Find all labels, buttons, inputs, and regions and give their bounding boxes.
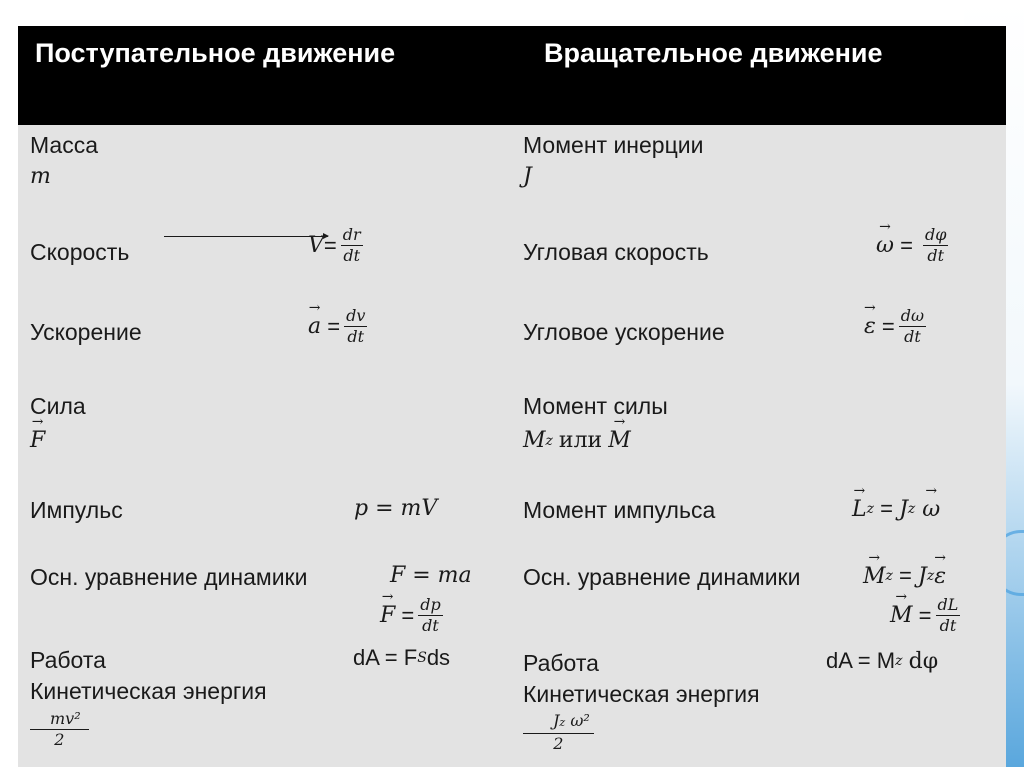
- acceleration-label: Ускорение: [30, 319, 142, 345]
- dynamics-formula: F = ma: [390, 563, 472, 588]
- velocity-overarrow: [164, 236, 328, 237]
- angmom-label: Момент импульса: [523, 497, 716, 523]
- mass-symbol: m: [30, 164, 51, 189]
- rot-work-formula: dA = M z dφ: [826, 648, 939, 674]
- angacc-fraction: $\frac{d\omega}{dt}$: [900, 306, 925, 346]
- angacc-lhs: → ε: [864, 314, 876, 339]
- comparison-table: [18, 26, 1006, 767]
- velocity-fraction: $\frac{dr}{dt}$: [342, 225, 361, 265]
- angacc-formula: → ε = $\frac{d\omega}{dt}$: [864, 307, 926, 346]
- left-column-title: Поступательное движение: [35, 38, 396, 68]
- angvel-formula: → ω = $\frac{d\varphi}{dt}$: [876, 226, 948, 265]
- velocity-label: Скорость: [30, 239, 130, 265]
- dynamics2-fraction: $\frac{dp}{dt}$: [420, 595, 441, 635]
- kinetic-label: Кинетическая энергия: [30, 678, 267, 704]
- torque-formula: M z или → M: [523, 428, 631, 453]
- accel-lhs: → a: [308, 314, 321, 339]
- kinetic-fraction: $\frac{\text{mv²}}{2}$: [30, 710, 89, 749]
- right-column-title: Вращательное движение: [544, 38, 883, 68]
- work-label: Работа: [30, 647, 106, 673]
- work-formula: dA = F S ds: [353, 645, 451, 670]
- torque-label: Момент силы: [523, 393, 668, 419]
- accel-fraction: $\frac{dv}{dt}$: [346, 306, 366, 346]
- inertia-label: Момент инерции: [523, 132, 704, 158]
- angvel-fraction: $\frac{d\varphi}{dt}$: [925, 225, 947, 265]
- dynamics-label: Осн. уравнение динамики: [30, 564, 308, 590]
- rot-work-label: Работа: [523, 650, 599, 676]
- inertia-symbol: J: [523, 164, 532, 189]
- mass-label: Масса: [30, 132, 99, 158]
- rot-kinetic-label: Кинетическая энергия: [523, 681, 760, 707]
- angvel-lhs: → ω: [876, 233, 894, 258]
- dynamics2-lhs: → F: [380, 603, 395, 628]
- angvel-label: Угловая скорость: [523, 239, 709, 265]
- angmom-formula: → L z = J z → ω: [852, 496, 940, 522]
- table-header: [18, 26, 1006, 125]
- force-label: Сила: [30, 393, 86, 419]
- rot-dynamics-label: Осн. уравнение динамики: [523, 564, 801, 590]
- rot-kinetic-formula: $\frac{\text{Jz ω²}}{2}$: [523, 712, 594, 753]
- kinetic-formula: [30, 710, 89, 749]
- force-symbol: → F: [30, 428, 45, 453]
- rot-dynamics-formula-2: → M = $\frac{dL}{dt}$: [890, 596, 960, 635]
- momentum-label: Импульс: [30, 497, 123, 523]
- angacc-label: Угловое ускорение: [523, 319, 725, 345]
- acceleration-formula: → a = $\frac{dv}{dt}$: [308, 307, 367, 346]
- momentum-formula: p = mV: [354, 496, 438, 521]
- velocity-lhs: V: [308, 233, 324, 258]
- velocity-formula: V = $\frac{dr}{dt}$: [308, 225, 361, 265]
- dynamics-formula-2: → F = $\frac{dp}{dt}$: [380, 596, 443, 635]
- rot-dynamics-formula: → M z = J z → ε: [863, 563, 946, 589]
